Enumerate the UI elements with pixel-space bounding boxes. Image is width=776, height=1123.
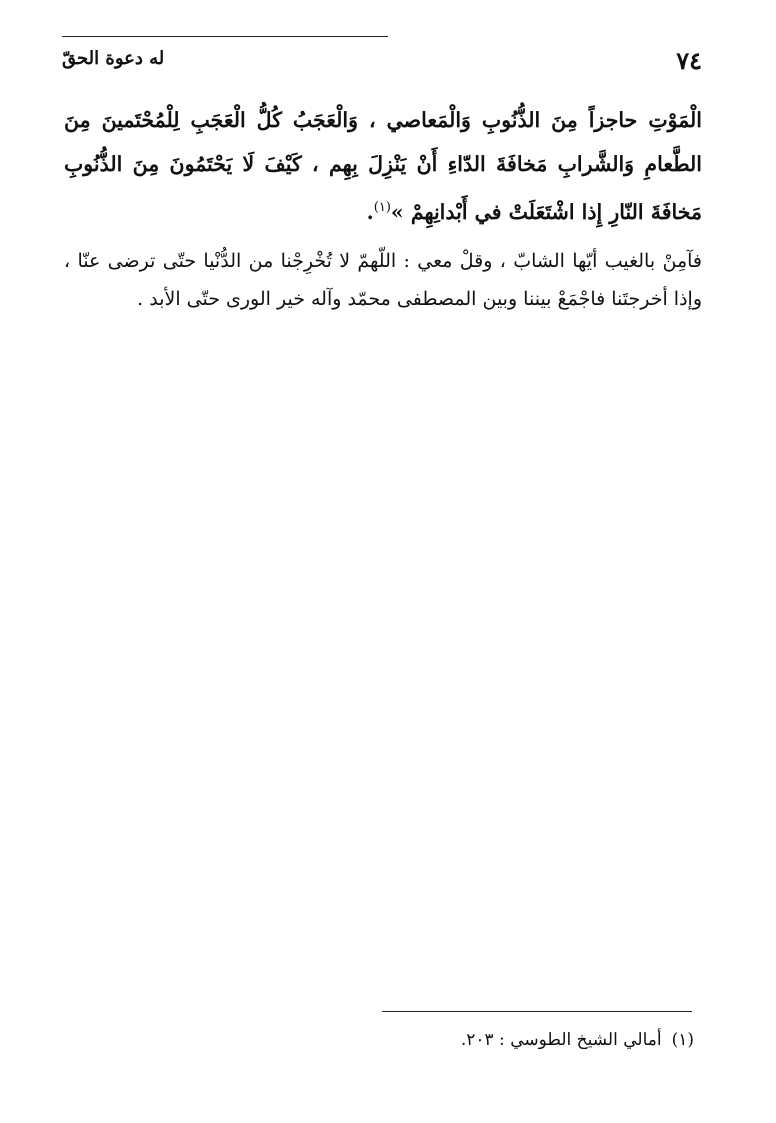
page-number: ٧٤ [676,46,702,75]
hadith-quote [64,98,702,234]
footnote-marker: (١) [671,1030,694,1050]
footnote-rule [382,1011,692,1012]
footnote-text: أمالي الشيخ الطوسي : ٢٠٣. [460,1030,662,1050]
header-rule [62,36,388,37]
running-title: له دعوة الحقّ [62,48,165,69]
quote-end: . [366,199,374,224]
body-paragraph: فآمِنْ بالغيب أيّها الشابّ ، وقلْ معي : اللّهمّ لا تُخْرِجْنا من الدُّنْيا حتّى ترضى عنّا ، وإذا أخرجتَنا فاجْمَعْ بيننا وبين المصطفى محمّد وآله خير الورى حتّى الأبد . [64,249,702,310]
footnote [461,1030,694,1050]
page-body [64,98,702,318]
quote-text: الْمَوْتِ حاجزاً مِنَ الذُّنُوبِ وَالْمَعاصي ، وَالْعَجَبُ كُلُّ الْعَجَبِ لِلْمُحْتَمينَ مِنَ الطَّعامِ وَالشَّرابِ مَخافَةَ الدّاءِ أَنْ يَنْزِلَ بِهِم ، كَيْفَ لَا يَحْتَمُونَ مِنَ الذُّنُوبِ مَخافَةَ النّارِ إِذا اشْتَعَلَتْ في أَبْدانِهِمْ » [64,108,702,224]
footnote-reference[interactable]: (١) [373,200,391,215]
page-header [62,40,702,75]
